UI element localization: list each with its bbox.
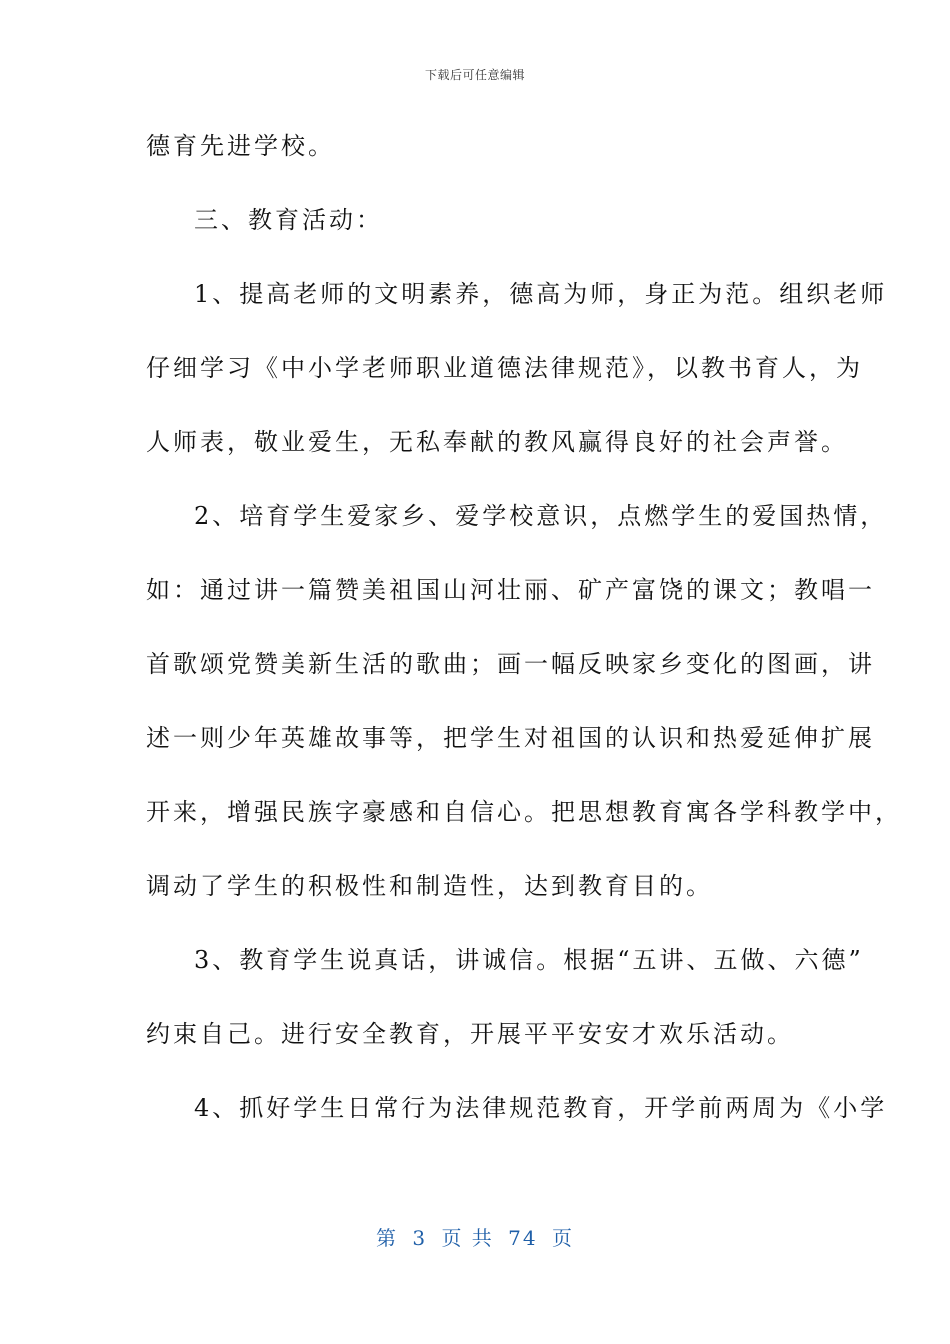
paragraph-line: 如：通过讲一篇赞美祖国山河壮丽、矿产富饶的课文；教唱一 (146, 576, 875, 604)
total-pages-number: 74 (508, 1226, 538, 1250)
paragraph-line: 约束自己。进行安全教育，开展平平安安才欢乐活动。 (146, 1020, 794, 1048)
paragraph-line: 3、教育学生说真话，讲诚信。根据“五讲、五做、六德” (194, 946, 864, 974)
paragraph-line: 开来，增强民族字豪感和自信心。把思想教育寓各学科教学中， (146, 798, 902, 826)
footer-suffix: 页 (551, 1226, 574, 1250)
paragraph-line: 1、提高老师的文明素养，德高为师，身正为范。组织老师 (194, 280, 888, 308)
paragraph-line: 2、培育学生爱家乡、爱学校意识，点燃学生的爱国热情， (194, 502, 888, 530)
paragraph-line: 述一则少年英雄故事等，把学生对祖国的认识和热爱延伸扩展 (146, 724, 875, 752)
paragraph-line: 4、抓好学生日常行为法律规范教育，开学前两周为《小学 (194, 1094, 888, 1122)
paragraph-line: 首歌颂党赞美新生活的歌曲；画一幅反映家乡变化的图画，讲 (146, 650, 875, 678)
section-heading: 三、教育活动： (194, 206, 383, 234)
paragraph-line: 人师表，敬业爱生，无私奉献的教风赢得良好的社会声誉。 (146, 428, 848, 456)
paragraph-line: 仔细学习《中小学老师职业道德法律规范》，以教书育人，为 (146, 354, 863, 382)
document-body (146, 124, 902, 1160)
paragraph-line: 德育先进学校。 (146, 132, 335, 160)
footer-prefix: 第 (376, 1226, 398, 1250)
paragraph-line: 调动了学生的积极性和制造性，达到教育目的。 (146, 872, 713, 900)
footer-middle: 页 共 (441, 1226, 494, 1250)
page-number-footer (0, 1222, 950, 1251)
current-page-number: 3 (412, 1226, 428, 1250)
header-note: 下载后可任意编辑 (424, 68, 525, 82)
